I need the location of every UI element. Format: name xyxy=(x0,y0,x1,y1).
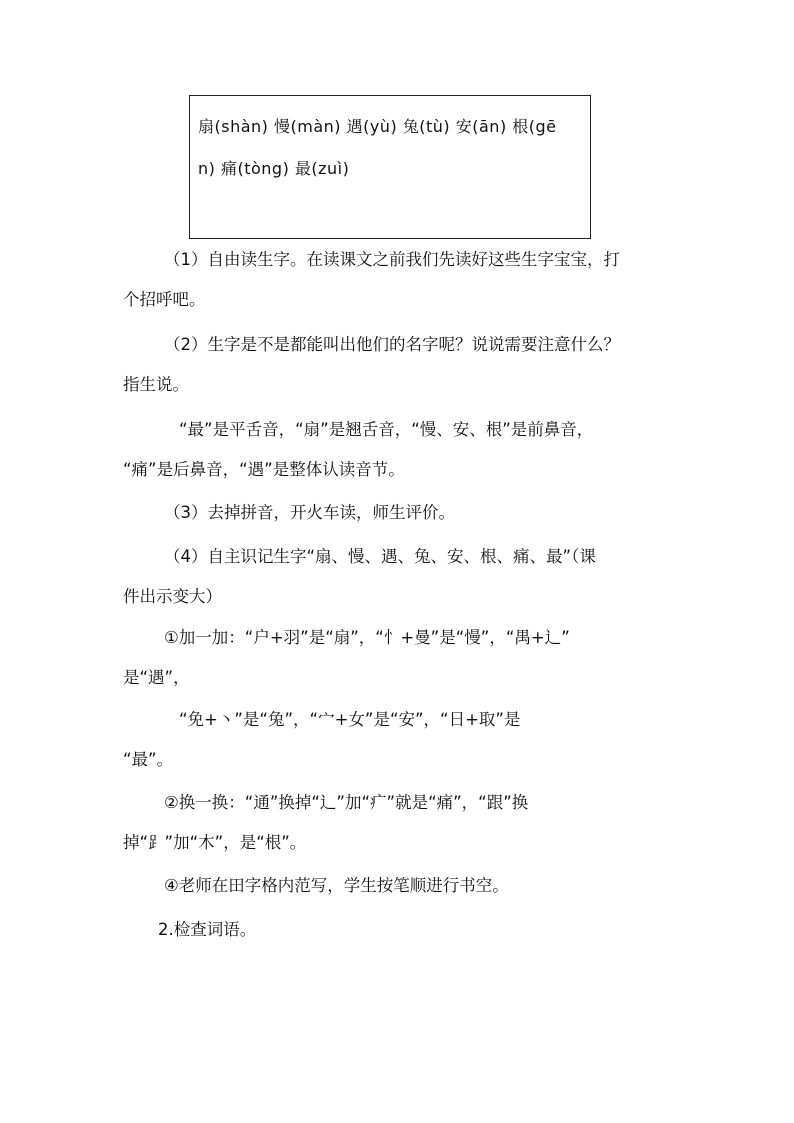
paragraph-line: （2）生字是不是都能叫出他们的名字呢？说说需要注意什么？ xyxy=(164,335,620,354)
paragraph-pronunciation xyxy=(123,410,677,490)
paragraph-check-words xyxy=(123,910,677,950)
paragraph-line: 个招呼吧。 xyxy=(123,290,206,309)
paragraph-line: 是“遇”， xyxy=(123,668,190,687)
paragraph-line: ①加一加：“户+羽”是“扇”，“忄+曼”是“慢”，“禺+辶” xyxy=(164,628,570,647)
paragraph-line: ④老师在田字格内范写，学生按笔顺进行书空。 xyxy=(164,876,509,895)
paragraph-train-reading xyxy=(123,493,677,533)
paragraph-self-memorize xyxy=(123,537,677,617)
paragraph-line: 件出示变大） xyxy=(123,587,222,606)
paragraph-line: 掉“⻊”加“木”，是“根”。 xyxy=(123,833,307,852)
paragraph-line: （3）去掉拼音，开火车读，师生评价。 xyxy=(164,503,455,522)
paragraph-add-method-continued xyxy=(123,700,677,780)
paragraph-read-characters xyxy=(123,240,677,320)
paragraph-teacher-demo xyxy=(123,866,677,906)
paragraph-line: （1）自由读生字。在读课文之前我们先读好这些生字宝宝，打 xyxy=(164,250,620,269)
paragraph-line: “免+丶”是“兔”，“宀+女”是“安”，“日+取”是 xyxy=(179,710,521,729)
paragraph-line: “痛”是后鼻音，“遇”是整体认读音节。 xyxy=(123,460,405,479)
paragraph-line: 2.检查词语。 xyxy=(158,920,257,939)
paragraph-replace-method xyxy=(123,783,677,863)
paragraph-name-characters xyxy=(123,325,677,405)
paragraph-line: （4）自主识记生字“扇、慢、遇、兔、安、根、痛、最”（课 xyxy=(164,547,596,566)
pinyin-line-1: 扇(shàn) 慢(màn) 遇(yù) 兔(tù) 安(ān) 根(gē xyxy=(198,117,557,136)
paragraph-add-method xyxy=(123,618,677,698)
paragraph-line: “最”。 xyxy=(123,750,174,769)
pinyin-box xyxy=(189,95,591,239)
paragraph-line: 指生说。 xyxy=(123,375,189,394)
pinyin-line-2: n) 痛(tòng) 最(zuì) xyxy=(198,159,350,178)
paragraph-line: ②换一换：“通”换掉“辶”加“疒”就是“痛”，“跟”换 xyxy=(164,793,529,812)
paragraph-line: “最”是平舌音，“扇”是翘舌音，“慢、安、根”是前鼻音， xyxy=(179,420,594,439)
